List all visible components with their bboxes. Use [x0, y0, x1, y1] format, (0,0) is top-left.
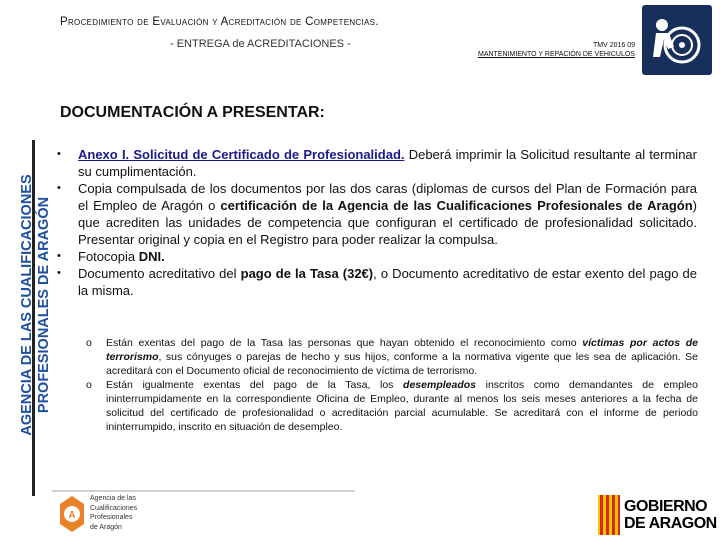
agency-name-line: Agencia de las	[90, 495, 136, 502]
list-item	[57, 180, 697, 248]
list-item-text: inscritos como demandantes de empleo ininterrumpidamente en la correspondiente Oficina de Empleo, durante al menos los seis meses anteriores a la fecha de solicitud del certificado de profesionalidad o acreditación parcial acumulable. Se acreditará con el informe de periodo ininterrumpido, inscrito en situación de desempleo.	[106, 379, 698, 433]
footer-divider	[52, 490, 355, 492]
agency-name-line: de Aragón	[90, 523, 122, 531]
bullet-icon: •	[57, 267, 61, 279]
header-title: Procedimiento de Evaluación y Acreditación de Competencias.	[60, 16, 379, 28]
bullet-icon: •	[57, 250, 61, 262]
bullet-icon: •	[57, 148, 61, 160]
list-item-text: Copia compulsada de los documentos por las dos caras (diplomas de cursos del Plan de Formación para el Empleo de Aragón o	[78, 181, 697, 213]
page-title: DOCUMENTACIÓN A PRESENTAR:	[60, 104, 325, 121]
gov-line: GOBIERNO	[624, 498, 708, 515]
anexo-link[interactable]: Anexo I. Solicitud de Certificado de Profesionalidad.	[78, 147, 405, 162]
list-item-bold: pago de la Tasa (32€)	[240, 266, 374, 281]
documents-list	[57, 146, 697, 299]
circle-bullet-icon: o	[86, 337, 92, 349]
list-item-bold: DNI.	[138, 249, 165, 264]
mechanic-icon	[642, 5, 712, 75]
list-item-text: Documento acreditativo del	[78, 266, 241, 281]
list-item	[57, 248, 697, 265]
agency-logo-icon	[58, 494, 86, 534]
government-logo-text	[624, 498, 717, 532]
list-item-text: , o Documento acreditativo de estar exento del pago de la misma.	[78, 266, 697, 298]
header-subtitle: - ENTREGA de ACREDITACIONES -	[170, 38, 351, 50]
agency-name-line: Cualificaciones	[90, 504, 138, 512]
list-item-text: Están igualmente exentas del pago de la Tasa, los	[106, 379, 404, 391]
list-item	[86, 336, 698, 378]
qualification-code: TMV 2016 09	[592, 42, 635, 49]
list-item	[57, 146, 697, 180]
exemptions-list	[86, 336, 698, 434]
professional-family: MANTENIMIENTO Y REPACIÓN DE VEHICULOS	[477, 51, 635, 58]
list-item-text: Fotocopia	[78, 249, 139, 264]
list-item	[57, 265, 697, 299]
list-item-text: Están exentas del pago de la Tasa las personas que hayan obtenido el reconocimiento como	[106, 337, 583, 349]
svg-text:A: A	[68, 510, 76, 521]
agency-name	[90, 494, 137, 532]
agency-name-line: Profesionales	[90, 514, 133, 521]
list-item-bold: desempleados	[403, 379, 476, 391]
list-item-text: , sus cónyuges o parejas de hecho y sus hijos, conforme a la normativa vigente que les sea de aplicación. Se acreditará con el Documento oficial de reconocimiento de víctima de terrorismo.	[106, 351, 698, 377]
list-item-text: Deberá imprimir la Solicitud resultante al terminar su cumplimentación.	[78, 147, 697, 179]
sidebar-vertical-text: AGENCIA DE LAS CUALIFICACIONES PROFESIONALES DE ARAGÓN	[19, 174, 52, 436]
circle-bullet-icon: o	[86, 379, 92, 391]
gov-line: DE ARAGON	[624, 515, 717, 532]
list-item-bold: certificación de la Agencia de las Cualificaciones Profesionales de Aragón	[220, 198, 693, 213]
list-item-text: ) que acrediten las unidades de competencia que configuran el certificado de profesionalidad solicitado. Presentar original y copia en el Registro para poder realizar la compulsa.	[78, 198, 697, 247]
list-item-bold: víctimas por actos de terrorismo	[106, 337, 698, 363]
bullet-icon: •	[57, 182, 61, 194]
aragon-flag-icon	[598, 495, 620, 535]
list-item	[86, 378, 698, 434]
